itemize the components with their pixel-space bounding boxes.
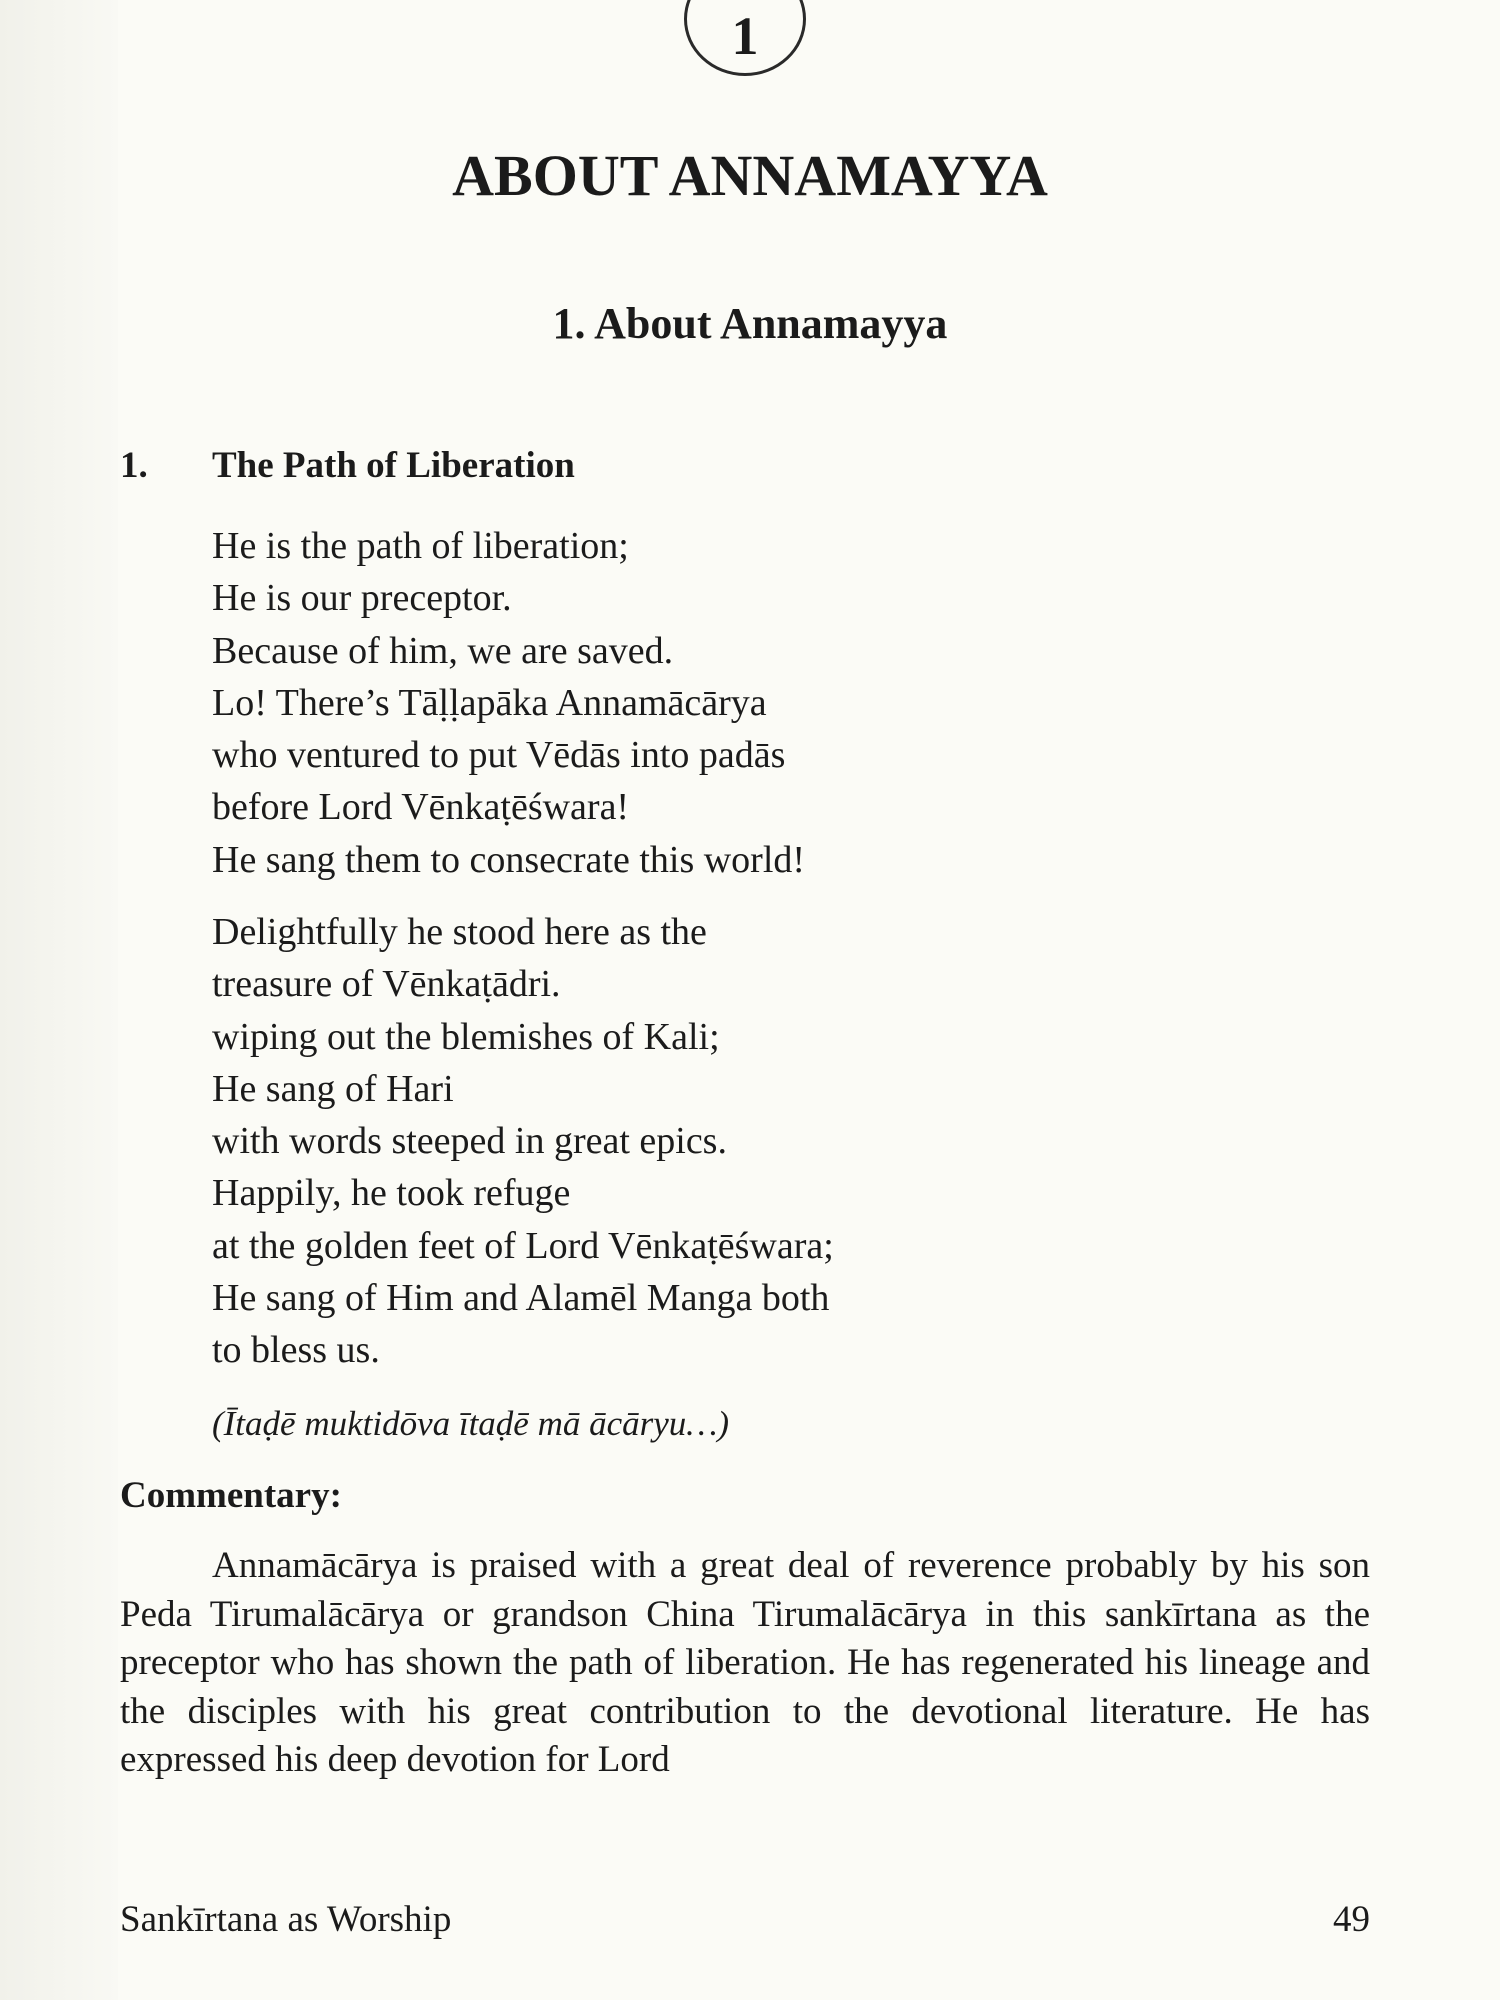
poem-line: He is the path of liberation; [212, 525, 629, 567]
poem-line: Lo! There’s Tāḷḷapāka Annamācārya [212, 681, 767, 724]
commentary-heading: Commentary: [120, 1475, 342, 1516]
poem-heading [120, 442, 575, 490]
page-number: 49 [1333, 1899, 1370, 1940]
poem-line: with words steeped in great epics. [212, 1120, 727, 1163]
poem-stanza-1 [212, 520, 805, 886]
poem-line: who ventured to put Vēdās into padās [212, 734, 786, 777]
chapter-number-badge [684, 0, 806, 76]
poem-line: before Lord Vēnkaṭēśwara! [212, 786, 630, 829]
poem-line: He sang them to consecrate this world! [212, 838, 806, 881]
poem-title: The Path of Liberation [212, 445, 575, 486]
chapter-title: ABOUT ANNAMAYYA [452, 143, 1048, 208]
poem-number: 1. [120, 445, 148, 486]
poem-line: to bless us. [212, 1329, 380, 1372]
poem-line: wiping out the blemishes of Kali; [212, 1015, 720, 1058]
poem-line: He sang of Hari [212, 1067, 454, 1110]
commentary-paragraph: Annamācārya is praised with a great deal of reverence probably by his son Peda Tirumalācārya or grandson China Tirumalācārya in this sankīrtana as the preceptor who has shown the path of liberation. He has regenerated his lineage and the disciples with his great contribution to the devotional literature. He has expressed his deep devotion for Lord [120, 1545, 1370, 1781]
footer-book-title: Sankīrtana as Worship [120, 1899, 452, 1940]
section-title: 1. About Annamayya [552, 299, 948, 348]
poem-line: treasure of Vēnkaṭādri. [212, 963, 561, 1006]
poem-line: Delightfully he stood here as the [212, 911, 707, 953]
poem-stanza-2 [212, 906, 834, 1377]
poem-line: Happily, he took refuge [212, 1172, 571, 1215]
poem-line: He is our preceptor. [212, 577, 512, 620]
poem-source-line: (Ītaḍē muktidōva ītaḍē mā ācāryu…) [212, 1404, 730, 1443]
poem-line: He sang of Him and Alamēl Manga both [212, 1277, 830, 1320]
poem-line: at the golden feet of Lord Vēnkaṭēśwara; [212, 1224, 834, 1267]
poem-line: Because of him, we are saved. [212, 629, 674, 672]
chapter-number: 1 [731, 6, 759, 66]
